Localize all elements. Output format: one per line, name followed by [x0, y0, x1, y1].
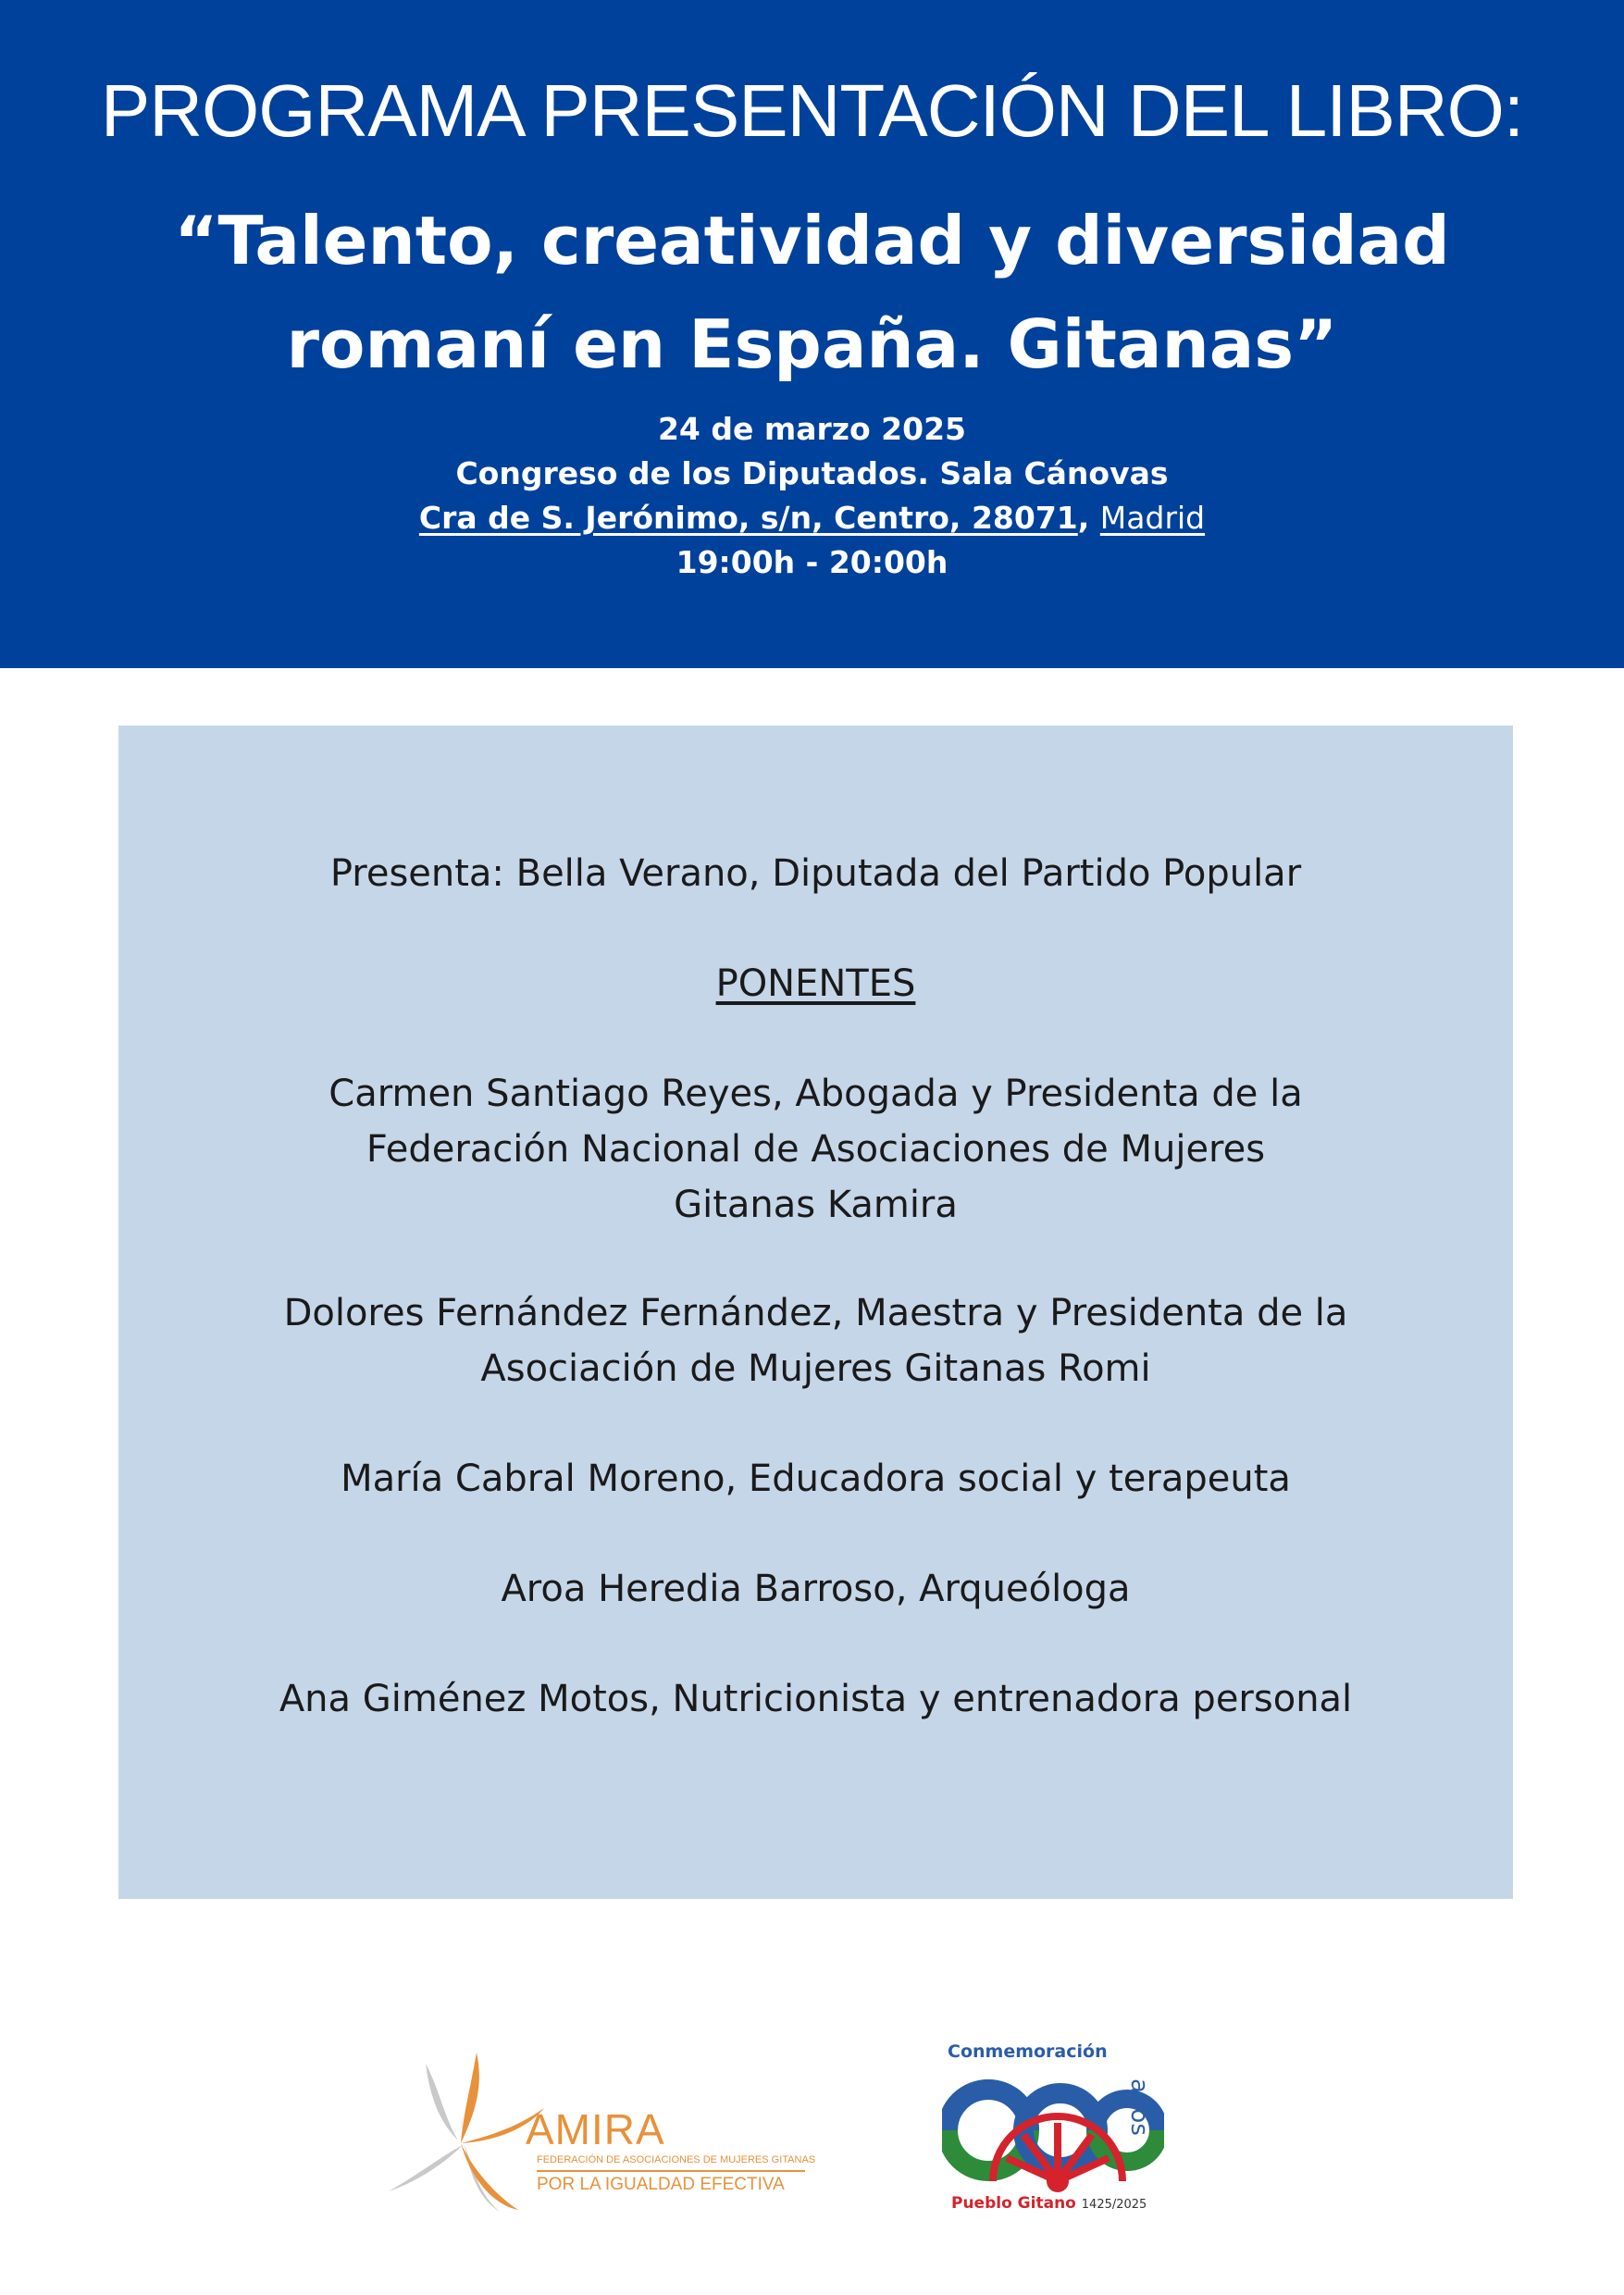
presenter: Presenta: Bella Verano, Diputada del Partido Popular — [329, 852, 1302, 895]
speaker-5-line-1: Ana Giménez Motos, Nutricionista y entrenadora personal — [279, 1678, 1353, 1720]
footer-logos — [0, 2036, 1624, 2239]
kamira-divider — [537, 2170, 805, 2172]
city-link[interactable]: Madrid — [1099, 500, 1206, 536]
conmemoracion-label: Conmemoración — [948, 2041, 1108, 2062]
header-banner — [0, 0, 1624, 668]
conmemoracion-600-logo — [935, 2041, 1212, 2227]
speaker-1 — [118, 1066, 1513, 1233]
event-address-row — [0, 496, 1624, 540]
speaker-4-line-1: Aroa Heredia Barroso, Arqueóloga — [501, 1568, 1131, 1610]
event-time: 19:00h - 20:00h — [676, 544, 948, 580]
speaker-1-line-2: Federación Nacional de Asociaciones de Mujeres — [366, 1128, 1266, 1171]
speaker-1-line-1: Carmen Santiago Reyes, Abogada y Presidenta de la — [329, 1073, 1303, 1115]
kamira-subtitle: FEDERACIÓN DE ASOCIACIONES DE MUJERES GITANAS — [537, 2154, 816, 2165]
book-title-line-1: “Talento, creatividad y diversidad — [174, 202, 1450, 279]
event-venue: Congreso de los Diputados. Sala Cánovas — [455, 455, 1169, 491]
ponentes-heading — [118, 956, 1513, 1011]
address-link[interactable]: Cra de S. Jerónimo, s/n, Centro, 28071 — [418, 500, 1078, 536]
speaker-4 — [118, 1561, 1513, 1617]
speaker-2-line-1: Dolores Fernández Fernández, Maestra y Presidenta de la — [283, 1292, 1348, 1334]
speaker-3-line-1: María Cabral Moreno, Educadora social y terapeuta — [341, 1458, 1291, 1500]
kamira-tagline: POR LA IGUALDAD EFECTIVA — [537, 2175, 785, 2194]
anos-label: años — [1125, 2078, 1153, 2136]
book-title — [0, 189, 1624, 396]
years-range: 1425/2025 — [1081, 2198, 1147, 2212]
kamira-wordmark: AMIRA — [526, 2105, 665, 2153]
program-box — [118, 726, 1513, 1899]
ponentes-heading-text: PONENTES — [715, 962, 916, 1005]
pueblo-gitano-text: Pueblo Gitano — [951, 2194, 1076, 2213]
event-details — [0, 407, 1624, 585]
speaker-5 — [118, 1671, 1513, 1727]
speaker-3 — [118, 1451, 1513, 1507]
program-title: PROGRAMA PRESENTACIÓN DEL LIBRO: — [100, 69, 1524, 152]
kamira-emblem-icon — [389, 2053, 546, 2219]
book-title-line-2: romaní en España. Gitanas” — [286, 305, 1338, 383]
address-separator: , — [1077, 500, 1100, 536]
pueblo-gitano-label — [951, 2194, 1147, 2213]
event-date: 24 de marzo 2025 — [657, 411, 967, 447]
speaker-2 — [118, 1285, 1513, 1396]
kamira-logo — [389, 2053, 814, 2219]
speaker-1-line-3: Gitanas Kamira — [674, 1184, 958, 1226]
speaker-2-line-2: Asociación de Mujeres Gitanas Romi — [480, 1347, 1151, 1390]
